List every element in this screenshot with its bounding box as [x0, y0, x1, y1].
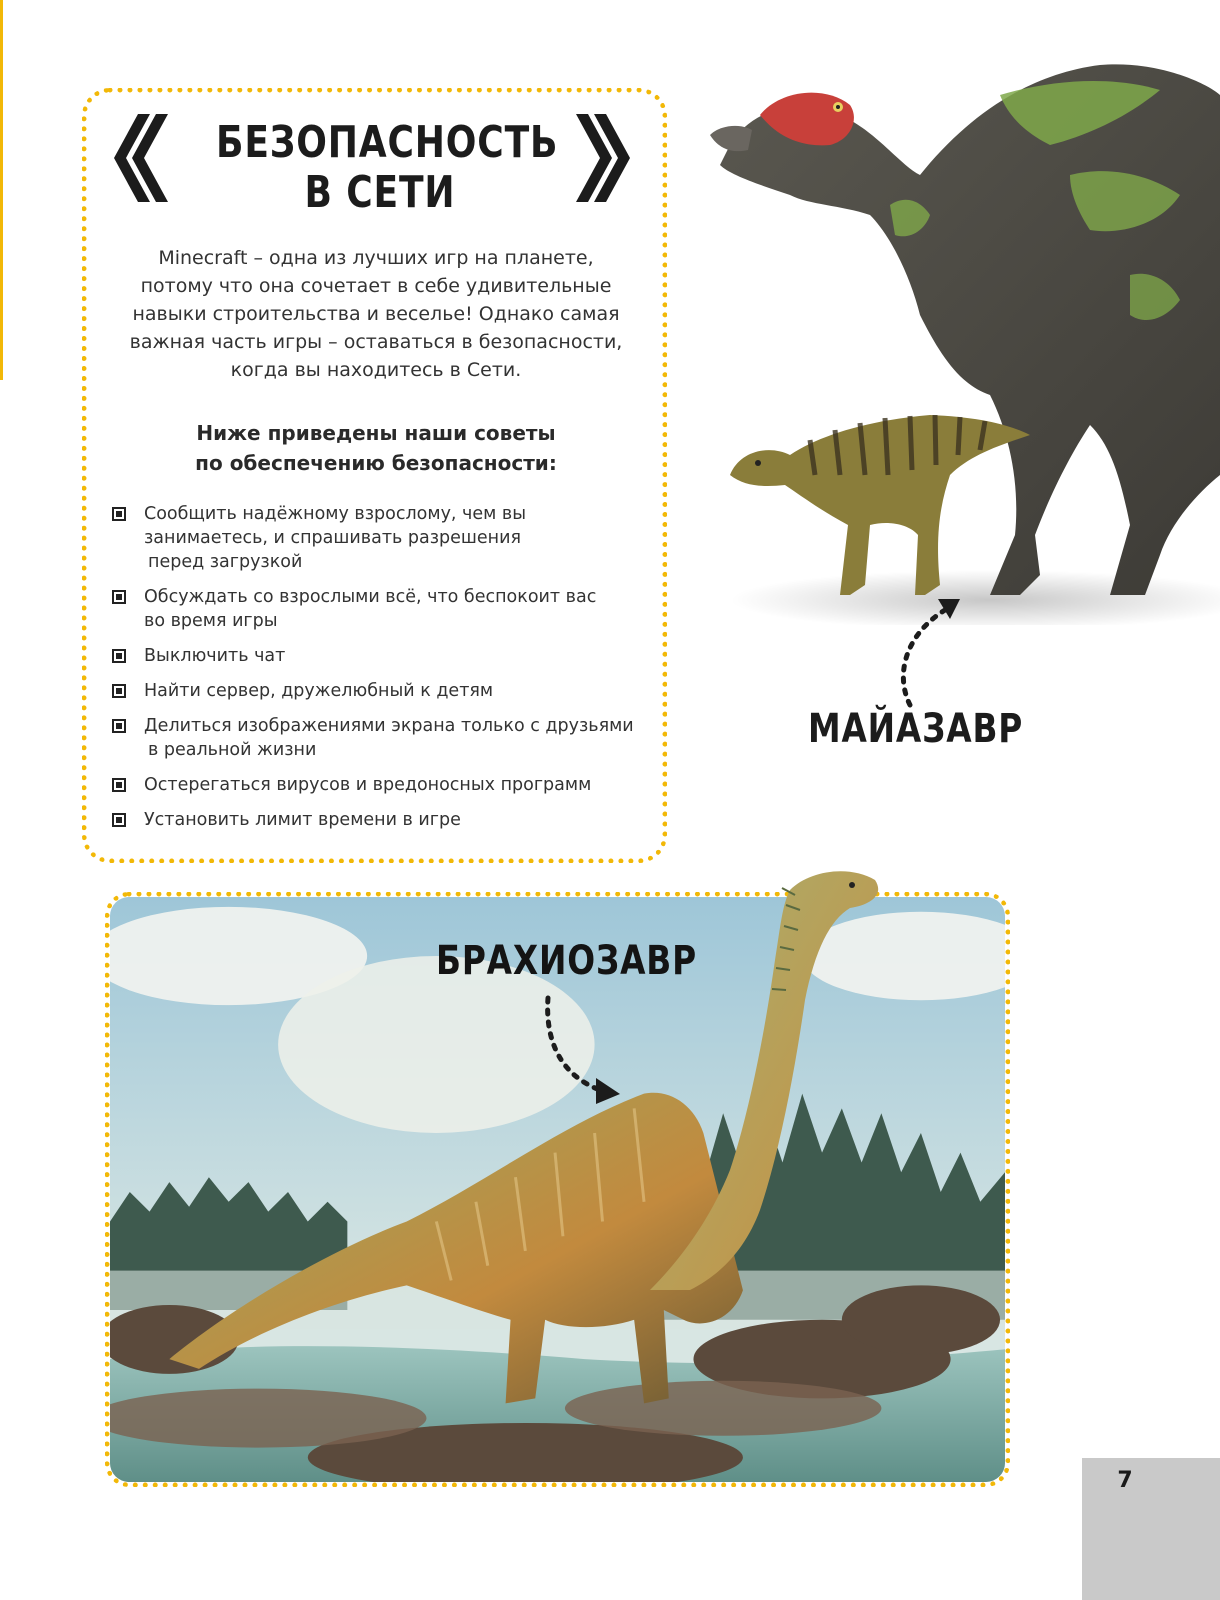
page-title-line-2: В СЕТИ [304, 167, 456, 218]
tips-list [110, 502, 650, 843]
tip-line: Делиться изображениями экрана только с друзьями [144, 716, 634, 736]
maiasaura-illustration [690, 55, 1220, 625]
tips-heading [112, 418, 640, 478]
dotted-arrow-icon [890, 585, 970, 715]
page-title-line-1: БЕЗОПАСНОСТЬ [216, 117, 559, 168]
intro-line: когда вы находитесь в Сети. [230, 359, 522, 381]
page-number: 7 [1117, 1468, 1133, 1493]
square-bullet-icon [112, 590, 126, 604]
tip-line: Обсуждать со взрослыми всё, что беспокоит вас [144, 587, 597, 607]
tip-line: во время игры [144, 611, 278, 631]
list-item [110, 773, 650, 797]
chevron-left-icon [108, 108, 168, 208]
intro-line: Minecraft – одна из лучших игр на планете, [158, 247, 594, 269]
list-item [110, 644, 650, 668]
square-bullet-icon [112, 684, 126, 698]
tip-line: занимаетесь, и спрашивать разрешения [144, 528, 522, 548]
tip-line: Сообщить надёжному взрослому, чем вы [144, 504, 527, 524]
tip-line: Найти сервер, дружелюбный к детям [144, 681, 494, 701]
square-bullet-icon [112, 507, 126, 521]
list-item [110, 585, 650, 633]
intro-paragraph [112, 244, 640, 384]
tips-heading-line: Ниже приведены наши советы [196, 421, 556, 445]
list-item [110, 679, 650, 703]
edge-accent-bar [0, 0, 3, 380]
tip-line: Установить лимит времени в игре [144, 810, 461, 830]
square-bullet-icon [112, 778, 126, 792]
tips-heading-line: по обеспечению безопасности: [195, 451, 557, 475]
maiasaura-label: МАЙАЗАВР [808, 706, 1024, 752]
list-item [110, 502, 650, 574]
chevron-right-icon [576, 108, 636, 208]
intro-line: важная часть игры – оставаться в безопасности, [129, 331, 623, 353]
tip-line: Остерегаться вирусов и вредоносных программ [144, 775, 592, 795]
square-bullet-icon [112, 649, 126, 663]
tip-line: в реальной жизни [148, 740, 317, 760]
list-item [110, 714, 650, 762]
square-bullet-icon [112, 813, 126, 827]
square-bullet-icon [112, 719, 126, 733]
tip-line: Выключить чат [144, 646, 286, 666]
page-number-tab [1082, 1458, 1220, 1600]
intro-line: навыки строительства и веселье! Однако самая [132, 303, 620, 325]
intro-line: потому что она сочетает в себе удивительные [140, 275, 612, 297]
tip-line: перед загрузкой [148, 552, 303, 572]
list-item [110, 808, 650, 832]
page-title [216, 117, 559, 218]
brachiosaurus-label: БРАХИОЗАВР [436, 938, 697, 984]
dotted-arrow-icon [530, 990, 630, 1110]
